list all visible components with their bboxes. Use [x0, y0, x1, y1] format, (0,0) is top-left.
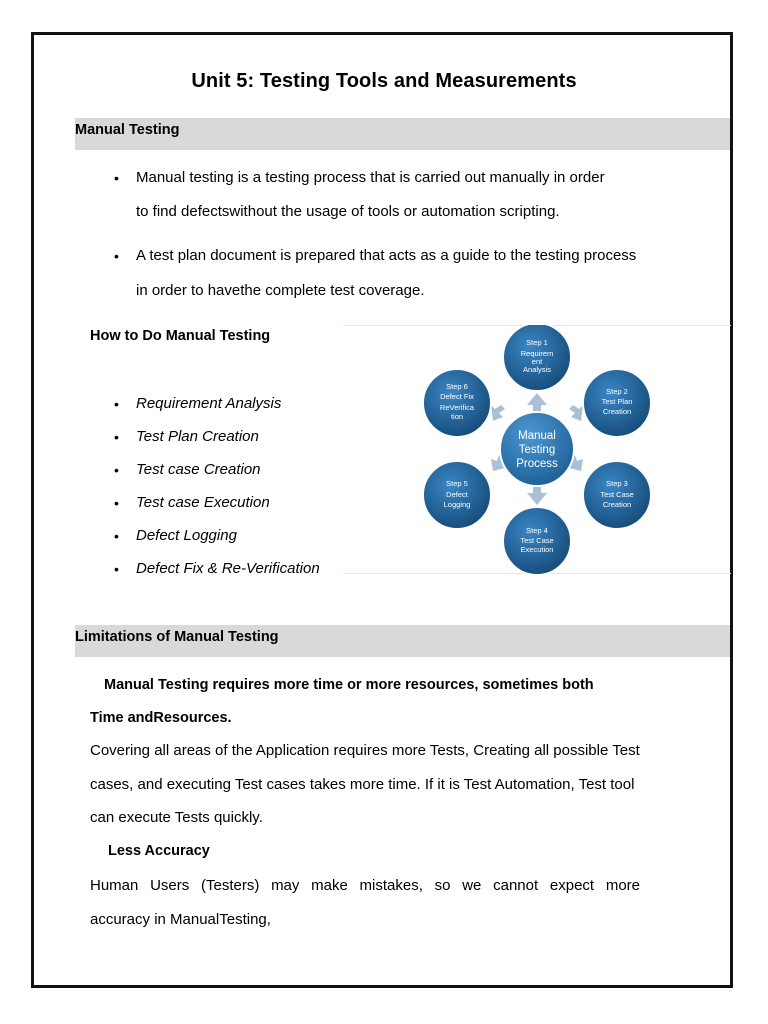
limitations-subheading: Manual Testing requires more time or more resources, sometimes both	[104, 677, 594, 693]
step-item: Test case Creation	[136, 461, 261, 478]
step-node-label: Test Case	[520, 536, 554, 545]
accuracy-heading: Less Accuracy	[108, 843, 210, 859]
step-node-label: Step 1	[526, 338, 548, 347]
manual-testing-cycle-diagram	[343, 325, 731, 575]
step-node-label: tion	[450, 412, 464, 421]
bullet-2-line-1: A test plan document is prepared that acts as a guide to the testing process	[136, 247, 637, 264]
step-node-label: Step 4	[526, 526, 548, 535]
bullet-dot: •	[114, 462, 119, 478]
step-node-label: Defect Fix	[440, 392, 474, 401]
bullet-dot: •	[114, 248, 119, 264]
bullet-dot: •	[114, 429, 119, 445]
center-label: Testing	[518, 444, 556, 456]
step-node-label: Execution	[520, 545, 554, 554]
how-to-heading: How to Do Manual Testing	[90, 328, 271, 344]
step-node-label: Creation	[602, 500, 632, 509]
step-node-label: Step 5	[446, 479, 468, 488]
bullet-dot: •	[114, 170, 119, 186]
step-item: Test case Execution	[136, 494, 270, 511]
step-item: Defect Fix & Re-Verification	[136, 560, 320, 577]
step-node-label: ent	[531, 357, 543, 366]
time-paragraph-line: cases, and executing Test cases takes more time. If it is Test Automation, Test tool	[90, 776, 635, 793]
accuracy-paragraph-line: Human Users (Testers) may make mistakes, so we cannot expect more	[90, 877, 640, 894]
section-heading-manual-testing	[75, 118, 730, 150]
time-paragraph-line: can execute Tests quickly.	[90, 809, 263, 826]
step-node-label: Logging	[443, 500, 471, 509]
bullet-1-line-2: to find defectswithout the usage of tools or automation scripting.	[136, 203, 560, 220]
section-heading-text: Manual Testing	[75, 122, 180, 138]
step-node-label: Test Plan	[601, 397, 633, 406]
section-heading-text: Limitations of Manual Testing	[75, 629, 279, 645]
step-node-label: Creation	[602, 407, 632, 416]
step-node-label: Requirem	[520, 349, 554, 358]
section-heading-limitations	[75, 625, 730, 657]
page-title: Unit 5: Testing Tools and Measurements	[191, 70, 577, 92]
center-label: Manual	[518, 430, 556, 442]
accuracy-paragraph-line: accuracy in ManualTesting,	[90, 911, 271, 928]
step-node-label: Test Case	[600, 490, 634, 499]
bullet-dot: •	[114, 561, 119, 577]
bullet-2-line-2: in order to havethe complete test coverage.	[136, 282, 425, 299]
step-item: Defect Logging	[136, 527, 237, 544]
bullet-dot: •	[114, 495, 119, 511]
step-item: Test Plan Creation	[136, 428, 259, 445]
step-node-label: Defect	[446, 490, 468, 499]
step-node-label: Analysis	[523, 365, 551, 374]
bullet-1-line-1: Manual testing is a testing process that is carried out manually in order	[136, 169, 605, 186]
center-label: Process	[516, 458, 558, 470]
time-resources-heading: Time andResources.	[90, 710, 232, 726]
time-paragraph-line: Covering all areas of the Application requires more Tests, Creating all possible Test	[90, 742, 640, 759]
step-node-label: Step 6	[446, 382, 468, 391]
step-node-label: ReVerifica	[439, 403, 475, 412]
step-item: Requirement Analysis	[136, 395, 282, 412]
step-node-label: Step 3	[606, 479, 628, 488]
step-node-label: Step 2	[606, 387, 628, 396]
bullet-dot: •	[114, 396, 119, 412]
bullet-dot: •	[114, 528, 119, 544]
